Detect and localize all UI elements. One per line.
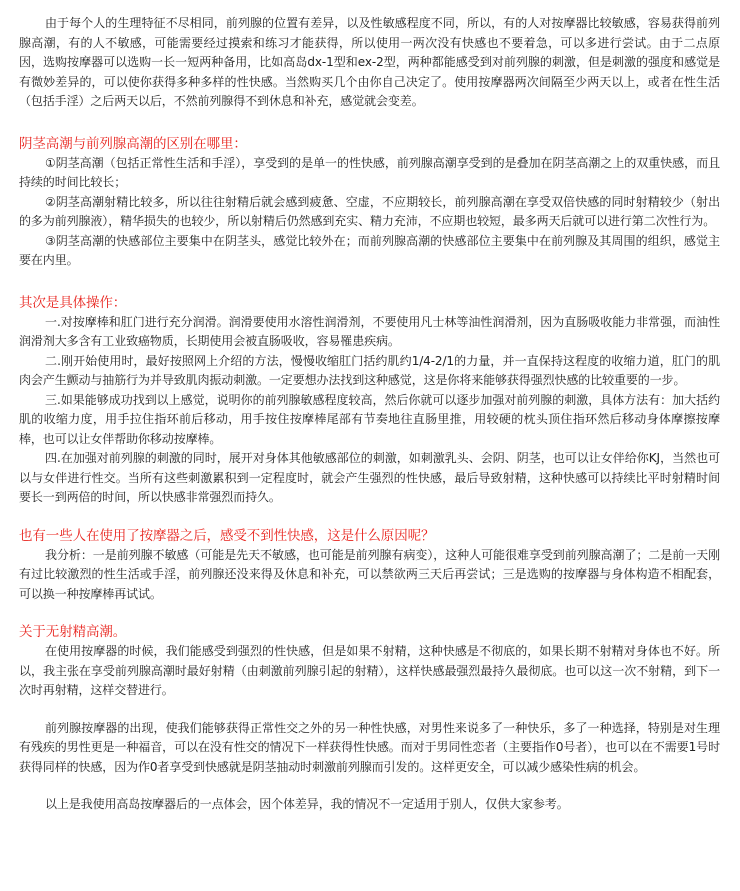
- spacer: [19, 701, 720, 719]
- difference-item-3: ③阴茎高潮的快感部位主要集中在阴茎头，感觉比较外在；而前列腺高潮的快感部位主要集中在前列腺及其周围的组织，感觉主要在内里。: [19, 233, 720, 267]
- section-heading-no-ejaculation: 关于无射精高潮。: [19, 624, 127, 640]
- spacer: [19, 604, 720, 622]
- spacer: [19, 777, 720, 795]
- section-heading-operation: 其次是具体操作：: [19, 294, 127, 311]
- spacer: [19, 112, 720, 134]
- section-heading-no-pleasure: 也有一些人在使用了按摩器之后，感受不到性快感，这是什么原因呢？: [19, 527, 435, 544]
- operation-step-1: 一.对按摩棒和肛门进行充分润滑。润滑要使用水溶性润滑剂，不要使用凡士林等油性润滑剂，因为直肠吸收能力非常强，而油性润滑剂大多含有工业致癌物质，长期使用会被直肠吸收，容易罹患疾病。: [19, 314, 720, 348]
- no-pleasure-analysis: 我分析：一是前列腺不敏感（可能是先天不敏感，也可能是前列腺有病变），这种人可能很难享受到前列腺高潮了；二是前一天刚有过比较激烈的性生活或手淫，前列腺还没来得及休息和补充，可以禁欲两三天后再尝试；三是选购的按摩器与身体构造不相配套，可以换一种按摩棒再试试。: [19, 547, 720, 601]
- operation-step-3: 三.如果能够成功找到以上感觉，说明你的前列腺敏感程度较高，然后你就可以逐步加强对前列腺的刺激，具体方法有：加大括约肌的收缩力度，用手拉住指环前后移动，用手按住按摩棒尾部有节奏地往直肠里推，用较硬的枕头顶住指环然后移动身体摩擦按摩棒，也可以让女伴帮助你移动按摩棒。: [19, 392, 720, 446]
- spacer: [19, 508, 720, 526]
- intro-paragraph: 由于每个人的生理特征不尽相同，前列腺的位置有差异，以及性敏感程度不同，所以，有的人对按摩器比较敏感，容易获得前列腺高潮，有的人不敏感，可能需要经过摸索和练习才能获得，所以使用一两次没有快感也不要着急，可以多进行尝试。由于二点原因，选购按摩器可以选购一长一短两种备用，比如高岛dx-1型和ex-2型，两种都能感受到对前列腺的刺激，但是刺激的强度和感觉是有微妙差异的，可以使你获得多种多样的性快感。当然购买几个由你自己决定了。使用按摩器两次间隔至少两天以上，或者在性生活（包括手淫）之后两天以后，不然前列腺得不到休息和补充，感觉就会变差。: [19, 16, 720, 108]
- operation-step-2: 二.刚开始使用时，最好按照网上介绍的方法，慢慢收缩肛门括约肌约1/4-2/1的力量，并一直保持这程度的收缩力道，肛门的肌肉会产生颤动与抽筋行为并导致肌肉振动刺激。一定要想办法找到这种感觉，这是你将来能够获得强烈快感的比较重要的一步。: [19, 353, 720, 387]
- difference-item-2: ②阴茎高潮射精比较多，所以往往射精后就会感到疲惫、空虚，不应期较长，前列腺高潮在享受双倍快感的同时射精较少（射出的多为前列腺液），精华损失的也较少，所以射精后仍然感到充实、精力充沛，不应期也较短，最多两天后就可以进行第二次性行为。: [19, 194, 720, 228]
- closing-paragraph: 以上是我使用高岛按摩器后的一点体会，因个体差异，我的情况不一定适用于别人，仅供大家参考。: [45, 797, 569, 811]
- operation-step-4: 四.在加强对前列腺的刺激的同时，展开对身体其他敏感部位的刺激，如刺激乳头、会阴、阴茎，也可以让女伴给你KJ，当然也可以与女伴进行性交。当所有这些刺激累积到一定程度时，就会产生强烈的性快感，最后导致射精，这种快感可以持续比平时射精时间要长一到两倍的时间，所以快感非常强烈而持久。: [19, 451, 720, 504]
- device-significance-paragraph: 前列腺按摩器的出现，使我们能够获得正常性交之外的另一种性快感，对男性来说多了一种快乐，多了一种选择，特别是对生理有残疾的男性更是一种福音，可以在没有性交的情况下一样获得性快感。而对于男同性恋者（主要指作0号者），也可以在不需要1号时获得同样的快感，因为作0者享受到快感就是阴茎抽动时刺激前列腺而引发的。这样更安全，可以减少感染性病的机会。: [19, 720, 720, 774]
- difference-item-1: ①阴茎高潮（包括正常性生活和手淫），享受到的是单一的性快感，前列腺高潮享受到的是叠加在阴茎高潮之上的双重快感，而且持续的时间比较长；: [19, 155, 720, 189]
- section-heading-difference: 阴茎高潮与前列腺高潮的区别在哪里：: [19, 135, 247, 152]
- spacer: [19, 271, 720, 293]
- no-ejaculation-paragraph: 在使用按摩器的时候，我们能感受到强烈的性快感，但是如果不射精，这种快感是不彻底的，如果长期不射精对身体也不好。所以，我主张在享受前列腺高潮时最好射精（由刺激前列腺引起的射精），这样快感最强烈最持久最彻底。也可以这一次不射精，到下一次时再射精，这样交替进行。: [19, 644, 720, 697]
